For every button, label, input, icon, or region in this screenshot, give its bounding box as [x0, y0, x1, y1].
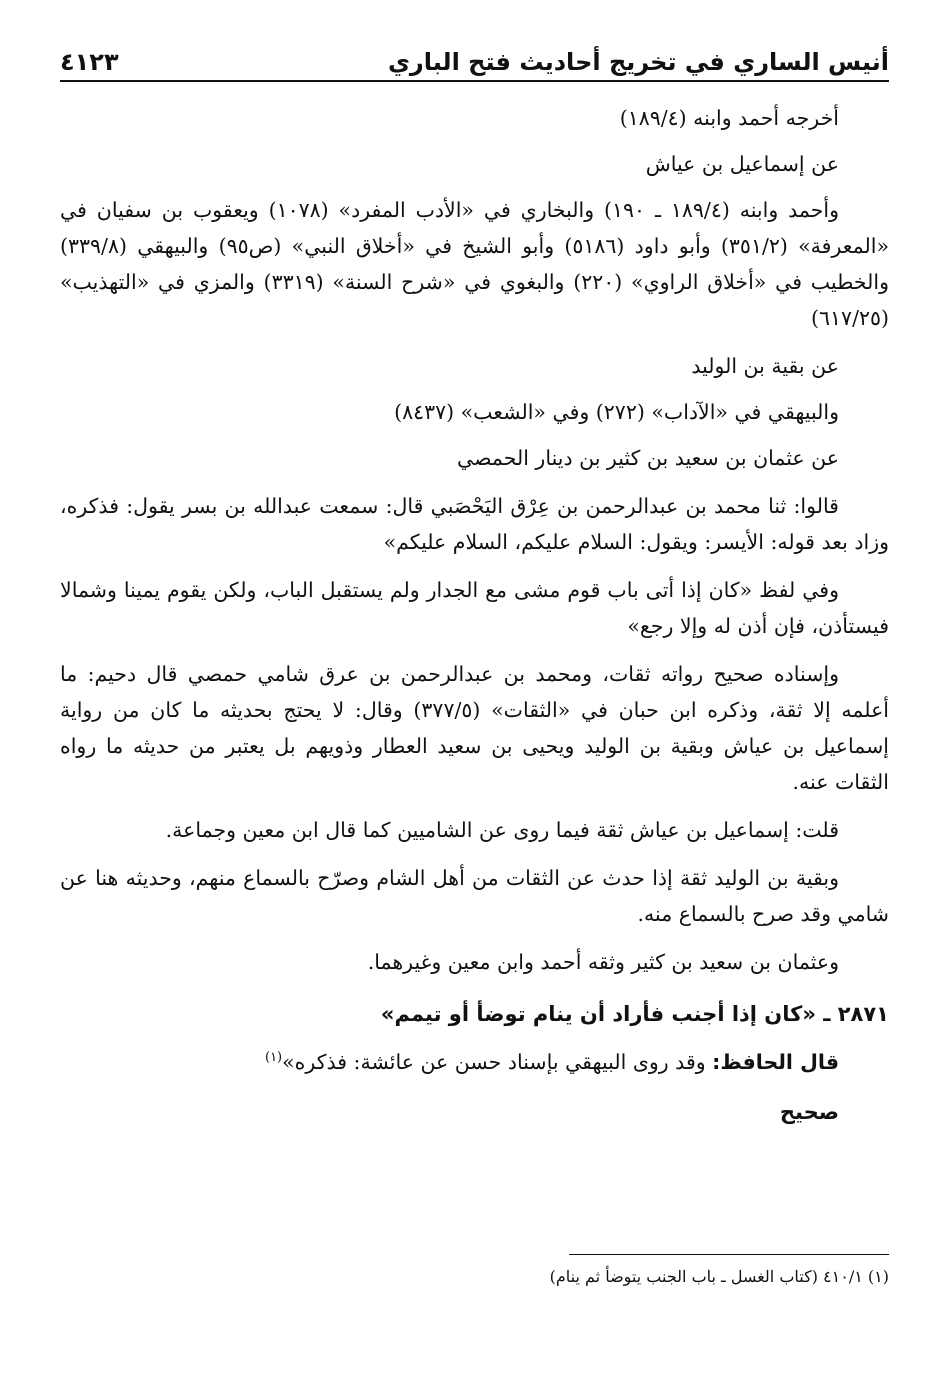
hafiz-statement [60, 1044, 889, 1080]
running-header [60, 36, 889, 82]
page-number: ٤١٢٣ [60, 48, 119, 76]
paragraph-note-uthman: وعثمان بن سعيد بن كثير وثقه أحمد وابن معين وغيرهما. [367, 950, 839, 974]
hadith-text: «كان إذا أجنب فأراد أن ينام توضأ أو تيمم» [380, 1002, 816, 1026]
footnote-divider [569, 1254, 889, 1255]
paragraph-narration: قالوا: ثنا محمد بن عبدالرحمن بن عِرْق اليَحْصَبي قال: سمعت عبدالله بن بسر يقول: فذكره، وزاد بعد قوله: الأيسر: ويقول: السلام عليكم، السلام عليكم» [60, 494, 889, 554]
paragraph-chain-uthman: عن عثمان بن سعيد بن كثير بن دينار الحمصي [457, 446, 839, 470]
hadith-number: ٢٨٧١ [837, 1002, 889, 1026]
footnote-marker: (١) [867, 1267, 889, 1286]
verdict: صحيح [779, 1100, 839, 1124]
paragraph-isnad-grading: وإسناده صحيح رواته ثقات، ومحمد بن عبدالرحمن بن عرق شامي حمصي قال دحيم: ما أعلمه إلا ثقة، وذكره ابن حبان في «الثقات» (٣٧٧/٥) وقال: لا يحتج بحديثه ما كان من رواية إسماعيل بن عياش وبقية بن الوليد ويحيى بن سعيد العطار وذويهم بل يعتبر من حديثه ما رواه الثقات عنه. [60, 662, 889, 794]
footnote-reference[interactable]: (١) [264, 1050, 283, 1066]
footnotes [60, 1254, 889, 1289]
paragraph-other-wording: وفي لفظ «كان إذا أتى باب قوم مشى مع الجدار ولم يستقبل الباب، ولكن يقوم يمينا وشمالا فيستأذن، فإن أذن له وإلا رجع» [60, 578, 889, 638]
paragraph-chain-baqiyya: عن بقية بن الوليد [691, 354, 839, 378]
hadith-separator: ـ [823, 1002, 831, 1026]
paragraph-note-ismail: قلت: إسماعيل بن عياش ثقة فيما روى عن الشاميين كما قال ابن معين وجماعة. [165, 818, 839, 842]
book-title: أنيس الساري في تخريج أحاديث فتح الباري [387, 48, 889, 76]
paragraph-takhrij-intro: أخرجه أحمد وابنه (١٨٩/٤) [619, 106, 839, 130]
footnote-1 [60, 1265, 889, 1289]
paragraph-note-baqiyya: وبقية بن الوليد ثقة إذا حدث عن الثقات من أهل الشام وصرّح بالسماع منهم، وحديثه هنا عن شامي وقد صرح بالسماع منه. [60, 866, 889, 926]
paragraph-bayhaqi: والبيهقي في «الآداب» (٢٧٢) وفي «الشعب» (٨٤٣٧) [394, 400, 839, 424]
hafiz-text: وقد روى البيهقي بإسناد حسن عن عائشة: فذكره» [282, 1050, 706, 1074]
page [60, 36, 889, 1345]
main-text [60, 100, 889, 1130]
paragraph-takhrij-list: وأحمد وابنه (١٨٩/٤ ـ ١٩٠) والبخاري في «الأدب المفرد» (١٠٧٨) ويعقوب بن سفيان في «المعرفة» (٣٥١/٢) وأبو داود (٥١٨٦) وأبو الشيخ في «أخلاق النبي» (ص٩٥) والبيهقي (٣٣٩/٨) والخطيب في «أخلاق الراوي» (٢٢٠) والبغوي في «شرح السنة» (٣٣١٩) والمزي في «التهذيب» (٦١٧/٢٥) [60, 198, 889, 330]
paragraph-chain-ismail: عن إسماعيل بن عياش [645, 152, 839, 176]
footnote-text: ٤١٠/١ (كتاب الغسل ـ باب الجنب يتوضأ ثم ينام) [549, 1267, 863, 1286]
hafiz-label: قال الحافظ: [712, 1050, 839, 1074]
hadith-heading [60, 996, 889, 1032]
